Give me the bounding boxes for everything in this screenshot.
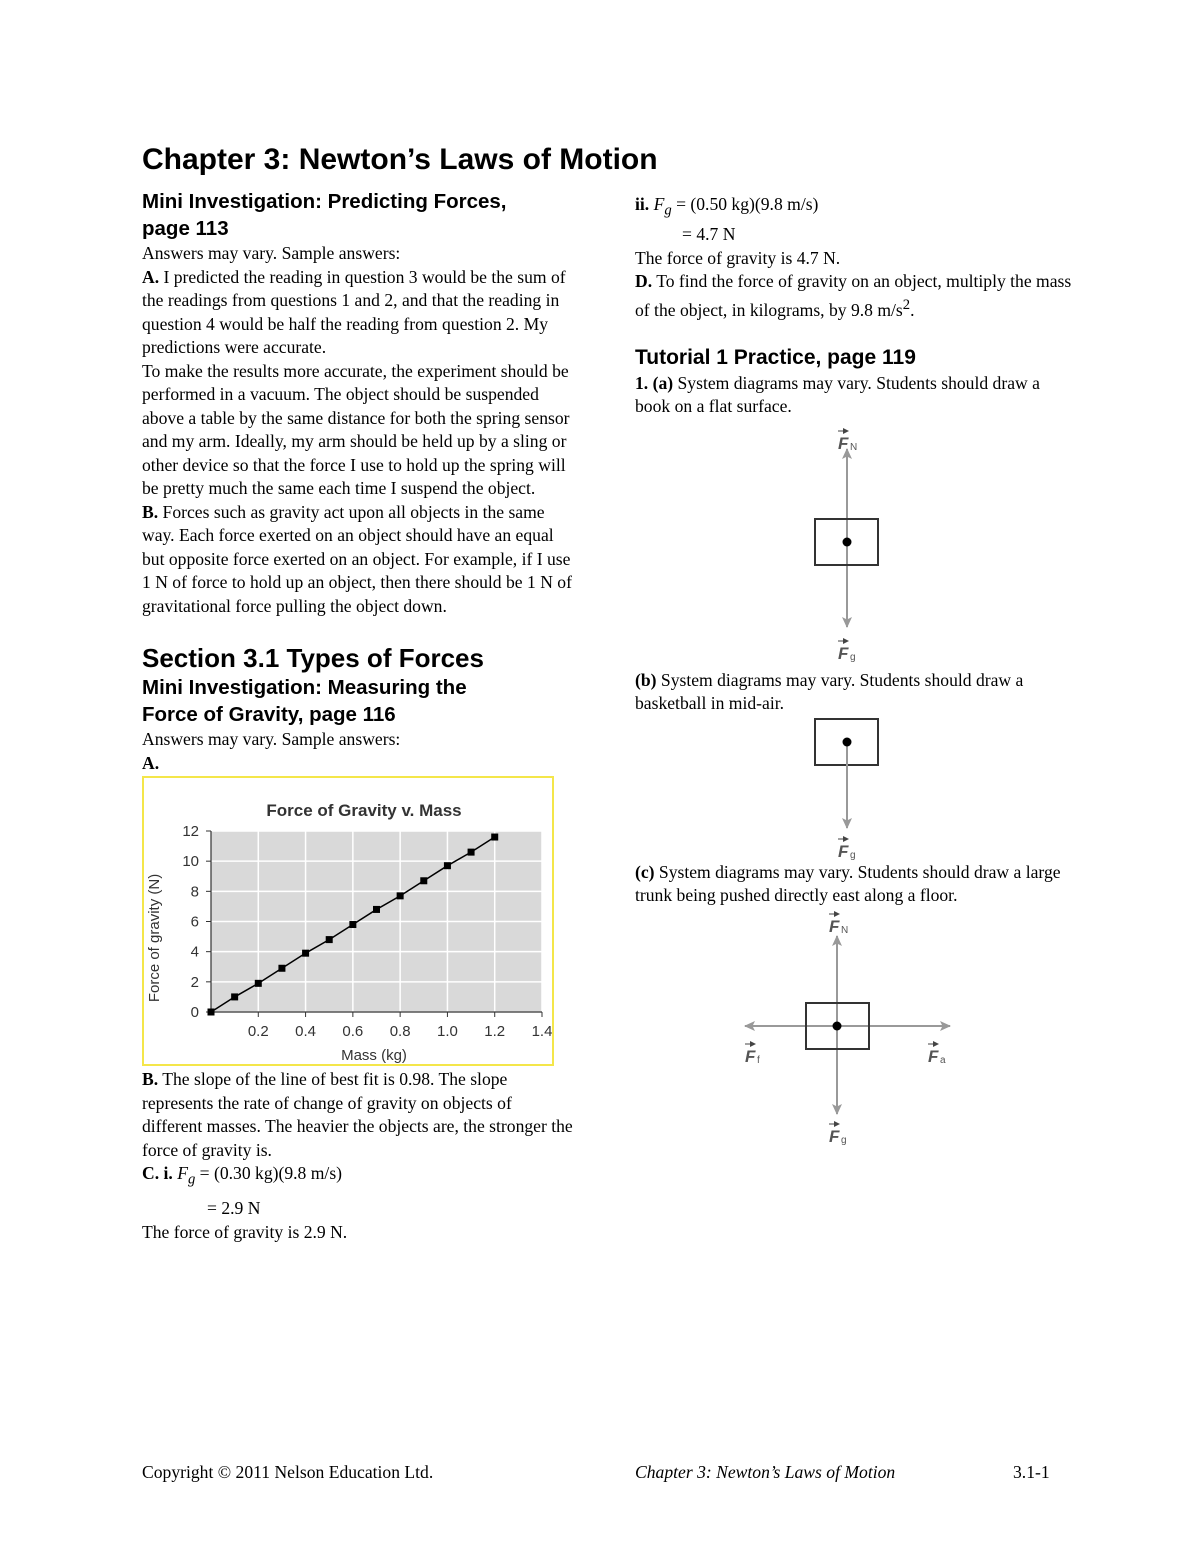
tutorial-heading: Tutorial 1 Practice, page 119 — [635, 345, 916, 369]
center-dot — [843, 737, 852, 746]
mi1-heading-line2: page 113 — [142, 217, 229, 240]
question-a-text: System diagrams may vary. Students should draw a book on a flat surface. — [635, 372, 1040, 417]
footer-chapter: Chapter 3: Newton’s Laws of Motion — [635, 1462, 896, 1482]
answer-c-result: = 2.9 N — [207, 1198, 261, 1219]
y-tick-label: 10 — [182, 853, 199, 871]
data-point — [208, 1009, 215, 1016]
x-tick-label: 0.8 — [389, 1023, 411, 1040]
data-point — [326, 936, 333, 943]
normal-force-subscript: N — [850, 441, 858, 453]
gravity-force-subscript: g — [841, 1134, 847, 1146]
data-point — [255, 980, 262, 987]
answer-a2-label: A. — [142, 752, 160, 773]
data-point — [278, 965, 285, 972]
y-tick-label: 0 — [190, 1004, 199, 1021]
question-1c — [635, 861, 1075, 908]
question-c-text: System diagrams may vary. Students should draw a large trunk being pushed directly east along a floor. — [635, 861, 1061, 906]
data-point — [491, 834, 498, 841]
ii-eq-subscript: g — [664, 202, 672, 219]
gravity-force-symbol: F — [838, 841, 849, 861]
question-1b — [635, 669, 1075, 716]
answer-a — [142, 266, 574, 360]
question-b-label: (b) — [635, 669, 657, 690]
gravity-force-subscript: g — [850, 651, 856, 663]
c-eq-rhs: = (0.30 kg)(9.8 m/s) — [195, 1163, 343, 1183]
mi2-heading-line2: Force of Gravity, page 116 — [142, 703, 396, 726]
answer-ii-equation — [635, 193, 1075, 223]
footer-copyright: Copyright © 2011 Nelson Education Ltd. — [142, 1462, 434, 1482]
gravity-force-symbol: F — [838, 643, 849, 663]
normal-force-symbol: F — [829, 916, 840, 936]
data-point — [444, 862, 451, 869]
data-point — [349, 921, 356, 928]
answer-a-text: I predicted the reading in question 3 would be the sum of the readings from questions 1 and 2, and that the reading in question 4 would be half the reading from question 2. My predictions were accurate. — [142, 266, 566, 357]
right-column — [635, 193, 1075, 1148]
force-gravity-mass-chart — [144, 778, 552, 1064]
question-1a — [635, 372, 1075, 419]
friction-force-subscript: f — [757, 1054, 760, 1066]
free-body-diagram-book — [635, 419, 1075, 669]
question-b-text: System diagrams may vary. Students should draw a basketball in mid-air. — [635, 669, 1024, 714]
mi1-intro: Answers may vary. Sample answers: — [142, 243, 401, 263]
answer-c-label: C. i. — [142, 1163, 173, 1183]
data-point — [373, 906, 380, 913]
c-eq-subscript: g — [187, 1171, 196, 1188]
data-point — [397, 892, 404, 899]
answer-ii-label: ii. — [635, 194, 650, 214]
normal-force-label — [838, 431, 857, 453]
mini-investigation-1-heading — [142, 188, 574, 242]
c-eq-variable: F — [177, 1163, 188, 1183]
x-tick-label: 0.4 — [295, 1023, 317, 1040]
friction-force-symbol: F — [745, 1046, 756, 1066]
applied-force-label — [928, 1044, 946, 1066]
answer-ii-result: = 4.7 N — [682, 224, 736, 245]
answer-d-label: D. — [635, 271, 653, 292]
mi1-heading-line1: Mini Investigation: Predicting Forces, — [142, 190, 507, 213]
x-tick-label: 1.4 — [531, 1023, 552, 1040]
section-heading: Section 3.1 Types of Forces — [142, 643, 484, 673]
chart-title: Force of Gravity v. Mass — [266, 801, 462, 820]
answer-d-text: To find the force of gravity on an object, multiply the mass of the object, in kilograms, by 9.8 m/s — [635, 271, 1072, 320]
y-tick-label: 8 — [190, 883, 199, 901]
question-1-number: 1. — [635, 372, 649, 393]
normal-force-symbol: F — [838, 433, 849, 453]
data-point — [420, 877, 427, 884]
answer-d-superscript: 2 — [902, 296, 911, 313]
answer-b2-text: The slope of the line of best fit is 0.98. The slope represents the rate of change of gravity on objects of different masses. The heavier the objects are, the stronger the force of gravity is. — [142, 1069, 573, 1160]
answer-a-continued: To make the results more accurate, the experiment should be performed in a vacuum. The object should be suspended above a table by the same distance for both the spring sensor and my arm. Ideally, my arm should be held up by a sling or other device so that the force I use to hold up the spring will be pretty much the same each time I suspend the object. — [142, 360, 570, 498]
ii-eq-variable: F — [653, 194, 665, 214]
answer-ii-conclusion: The force of gravity is 4.7 N. — [635, 247, 841, 268]
center-dot — [833, 1021, 842, 1030]
friction-force-label — [745, 1044, 760, 1066]
data-point — [302, 950, 309, 957]
question-a-label: (a) — [652, 372, 674, 393]
answer-c-equation — [142, 1162, 574, 1192]
x-tick-label: 1.0 — [436, 1023, 458, 1040]
free-body-diagram-trunk — [635, 908, 1075, 1148]
gravity-force-label — [838, 839, 856, 861]
ii-eq-rhs: = (0.50 kg)(9.8 m/s) — [671, 194, 819, 214]
answer-b-text: Forces such as gravity act upon all objects in the same way. Each force exerted on an object should have an equal but opposite force exerted on an object. For example, if I use 1 N of force to hold up an object, then there should be 1 N of gravitational force pulling the object down. — [142, 501, 572, 616]
gravity-force-symbol: F — [829, 1126, 840, 1146]
mi2-heading-line1: Mini Investigation: Measuring the — [142, 676, 467, 699]
x-tick-label: 1.2 — [484, 1023, 506, 1040]
answer-c-conclusion: The force of gravity is 2.9 N. — [142, 1221, 348, 1242]
answer-b — [142, 501, 574, 619]
question-c-label: (c) — [635, 861, 655, 882]
x-tick-label: 0.6 — [342, 1023, 364, 1040]
y-tick-label: 6 — [190, 913, 199, 931]
left-column — [142, 188, 574, 1244]
answer-b2 — [142, 1068, 574, 1162]
chart-frame — [142, 776, 554, 1066]
mi2-intro: Answers may vary. Sample answers: — [142, 729, 401, 749]
chart-x-axis-label: Mass (kg) — [341, 1047, 407, 1064]
gravity-force-label — [838, 641, 856, 663]
applied-force-subscript: a — [940, 1054, 946, 1066]
y-tick-label: 2 — [190, 973, 199, 991]
page-title: Chapter 3: Newton’s Laws of Motion — [142, 143, 658, 176]
footer-page-number: 3.1-1 — [1013, 1462, 1050, 1482]
applied-force-symbol: F — [928, 1046, 939, 1066]
answer-d-end: . — [910, 299, 915, 320]
x-tick-label: 0.2 — [247, 1023, 269, 1040]
chart-y-axis-label: Force of gravity (N) — [146, 873, 163, 1003]
normal-force-label — [829, 914, 848, 936]
y-tick-label: 4 — [190, 943, 199, 961]
answer-a-label: A. — [142, 266, 160, 287]
data-point — [231, 993, 238, 1000]
data-point — [468, 849, 475, 856]
answer-a2 — [142, 752, 574, 776]
free-body-diagram-basketball — [635, 716, 1075, 861]
gravity-force-subscript: g — [850, 849, 856, 861]
answer-d — [635, 270, 1075, 322]
normal-force-subscript: N — [841, 924, 849, 936]
answer-b-label: B. — [142, 501, 159, 522]
y-tick-label: 12 — [182, 823, 199, 840]
center-dot — [843, 537, 852, 546]
gravity-force-label — [829, 1124, 847, 1146]
answer-b2-label: B. — [142, 1069, 159, 1089]
mini-investigation-2-heading — [142, 674, 574, 728]
